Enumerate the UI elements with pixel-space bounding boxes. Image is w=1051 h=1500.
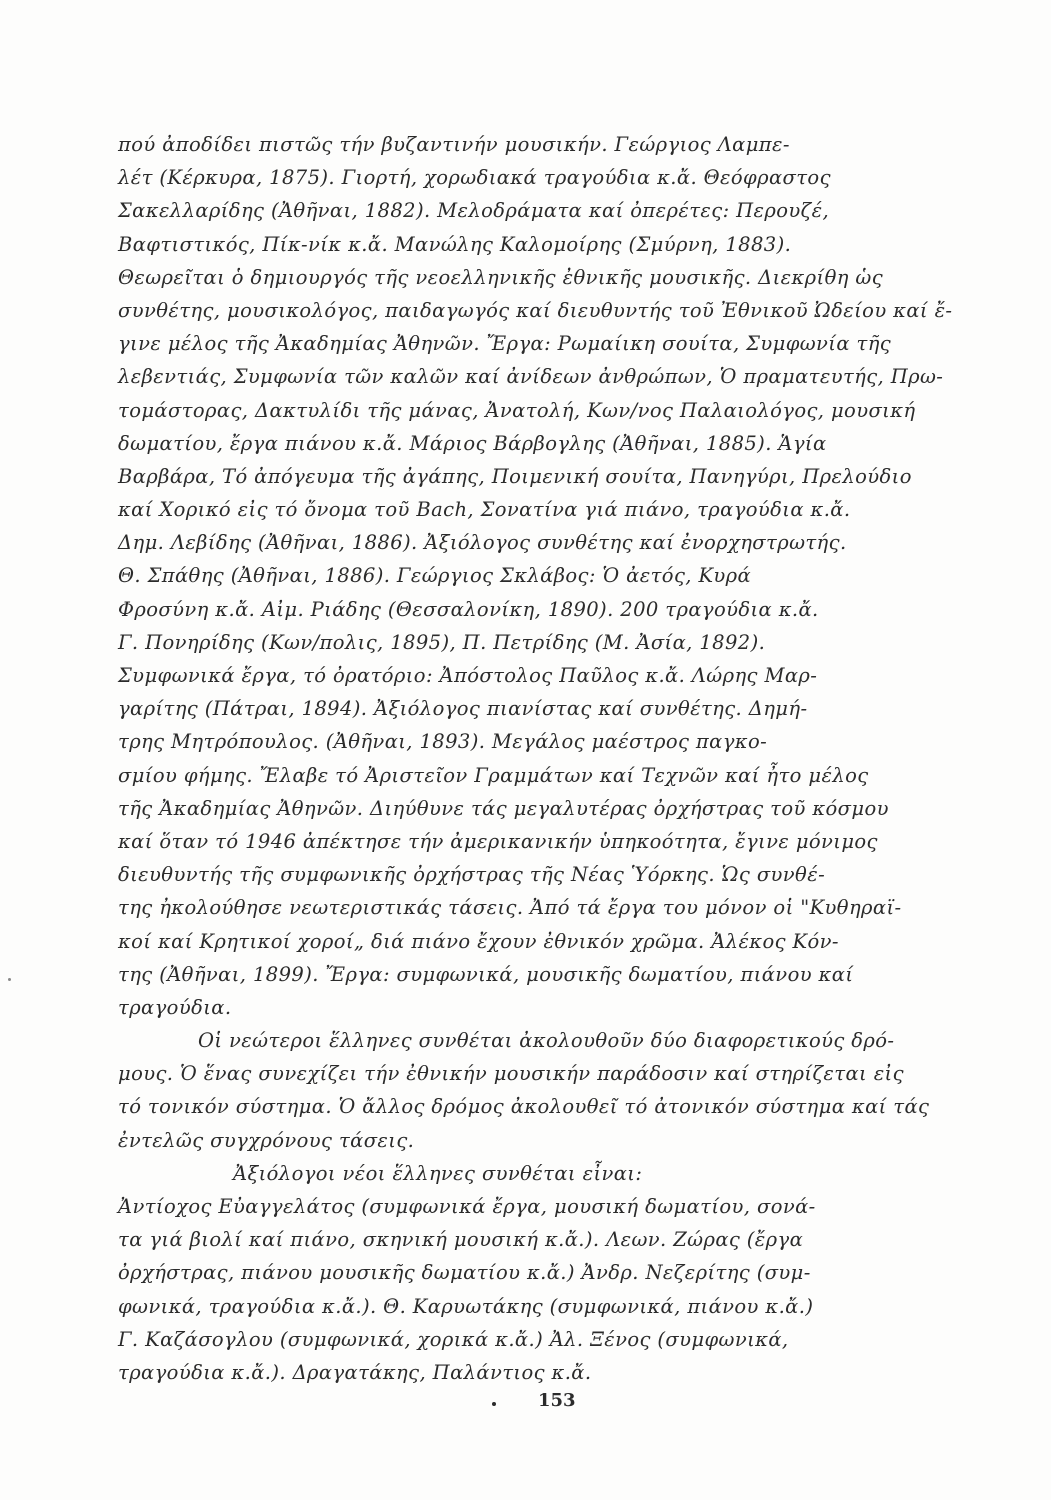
- page-number: 153: [538, 1390, 576, 1411]
- paragraph-3-line: Γ. Καζάσογλου (συμφωνικά, χορικά κ.ἄ.) Ἀλ. Ξένος (συμφωνικά,: [118, 1327, 789, 1351]
- paragraph-2-line: Οἱ νεώτεροι ἕλληνες συνθέται ἀκολουθοῦν δύο διαφορετικούς δρό-: [198, 1029, 895, 1053]
- text-line: πού ἀποδίδει πιστῶς τήν βυζαντινήν μουσικήν. Γεώργιος Λαμπε-: [118, 133, 790, 156]
- paragraph-3-line: φωνικά, τραγούδια κ.ἄ.). Θ. Καρυωτάκης (συμφωνικά, πιάνου κ.ἄ.): [118, 1294, 814, 1318]
- paper-speck: [8, 978, 11, 981]
- text-line: Βαρβάρα, Τό ἀπόγευμα τῆς ἀγάπης, Ποιμενική σουίτα, Πανηγύρι, Πρελούδιο: [118, 464, 912, 488]
- paragraph-3-line: Ἀξιόλογοι νέοι ἕλληνες συνθέται εἶναι:: [233, 1161, 643, 1185]
- text-line: δωματίου, ἔργα πιάνου κ.ἄ. Μάριος Βάρβογλης (Ἀθῆναι, 1885). Ἁγία: [118, 431, 827, 455]
- text-line: της ἠκολούθησε νεωτεριστικάς τάσεις. Ἀπό τά ἔργα του μόνον οἱ "Κυθηραϊ-: [118, 896, 902, 920]
- text-line: Συμφωνικά ἔργα, τό ὀρατόριο: Ἀπόστολος Παῦλος κ.ἄ. Λώρης Μαρ-: [118, 664, 818, 687]
- text-line: τῆς Ἀκαδημίας Ἀθηνῶν. Διηύθυνε τάς μεγαλυτέρας ὀρχήστρας τοῦ κόσμου: [118, 796, 889, 820]
- text-line: κοί καί Κρητικοί χοροί„ διά πιάνο ἔχουν ἐθνικόν χρῶμα. Ἀλέκος Κόν-: [118, 929, 839, 953]
- paragraph-3-line: τα γιά βιολί καί πιάνο, σκηνική μουσική κ.ἄ.). Λεων. Ζώρας (ἔργα: [118, 1228, 804, 1252]
- text-line: καί Χορικό εἰς τό ὄνομα τοῦ Bach, Σονατίνα γιά πιάνο, τραγούδια κ.ἄ.: [118, 498, 851, 522]
- text-line: Δημ. Λεβίδης (Ἀθῆναι, 1886). Ἀξιόλογος συνθέτης καί ἐνορχηστρωτής.: [118, 531, 847, 555]
- text-line: τομάστορας, Δακτυλίδι τῆς μάνας, Ἀνατολή, Κων/νος Παλαιολόγος, μουσική: [118, 398, 916, 422]
- text-line: λεβεντιάς, Συμφωνία τῶν καλῶν καί ἀνίδεων ἀνθρώπων, Ὁ πραματευτής, Πρω-: [118, 365, 944, 389]
- text-line: της (Ἀθῆναι, 1899). Ἔργα: συμφωνικά, μουσικῆς δωματίου, πιάνου καί: [118, 962, 854, 986]
- text-line: Θεωρεῖται ὁ δημιουργός τῆς νεοελληνικῆς ἐθνικῆς μουσικῆς. Διεκρίθη ὡς: [118, 265, 884, 289]
- text-line: λέτ (Κέρκυρα, 1875). Γιορτή, χορωδιακά τραγούδια κ.ἄ. Θεόφραστος: [118, 166, 831, 190]
- text-line: Φροσύνη κ.ἄ. Αἰμ. Ριάδης (Θεσσαλονίκη, 1890). 200 τραγούδια κ.ἄ.: [118, 597, 819, 621]
- text-line: Θ. Σπάθης (Ἀθῆναι, 1886). Γεώργιος Σκλάβος: Ὁ ἀετός, Κυρά: [118, 564, 752, 588]
- text-line: σμίου φήμης. Ἔλαβε τό Ἀριστεῖον Γραμμάτων καί Τεχνῶν καί ἦτο μέλος: [118, 763, 869, 787]
- paragraph-3-line: τραγούδια κ.ἄ.). Δραγατάκης, Παλάντιος κ.ἄ.: [118, 1360, 592, 1384]
- text-line: τραγούδια.: [118, 995, 232, 1019]
- text-line: συνθέτης, μουσικολόγος, παιδαγωγός καί διευθυντής τοῦ Ἐθνικοῦ Ὠδείου καί ἔ-: [118, 298, 953, 322]
- paragraph-3-line: ὀρχήστρας, πιάνου μουσικῆς δωματίου κ.ἄ.) Ἀνδρ. Νεζερίτης (συμ-: [118, 1261, 811, 1285]
- text-line: γινε μέλος τῆς Ἀκαδημίας Ἀθηνῶν. Ἔργα: Ρωμαίικη σουίτα, Συμφωνία τῆς: [118, 332, 892, 356]
- text-line: τρης Μητρόπουλος. (Ἀθῆναι, 1893). Μεγάλος μαέστρος παγκο-: [118, 730, 768, 754]
- paragraph-2-line: μους. Ὁ ἕνας συνεχίζει τήν ἐθνικήν μουσικήν παράδοσιν καί στηρίζεται εἰς: [118, 1062, 904, 1086]
- text-line: διευθυντής τῆς συμφωνικῆς ὀρχήστρας τῆς Νέας Ὑόρκης. Ὡς συνθέ-: [118, 863, 826, 887]
- paragraph-2-line: τό τονικόν σύστημα. Ὁ ἄλλος δρόμος ἀκολουθεῖ τό ἀτονικόν σύστημα καί τάς: [118, 1095, 930, 1119]
- body-text: [118, 128, 998, 1389]
- text-line: Γ. Πονηρίδης (Κων/πολις, 1895), Π. Πετρίδης (Μ. Ἀσία, 1892).: [118, 630, 766, 654]
- text-line: καί ὅταν τό 1946 ἀπέκτησε τήν ἀμερικανικήν ὑπηκοότητα, ἔγινε μόνιμος: [118, 829, 878, 853]
- text-line: γαρίτης (Πάτραι, 1894). Ἀξιόλογος πιανίστας καί συνθέτης. Δημή-: [118, 697, 808, 721]
- ink-dot: [492, 1402, 496, 1406]
- text-line: Σακελλαρίδης (Ἀθῆναι, 1882). Μελοδράματα καί ὀπερέτες: Περουζέ,: [118, 199, 830, 223]
- paragraph-2-line: ἐντελῶς συγχρόνους τάσεις.: [118, 1128, 415, 1152]
- text-line: Βαφτιστικός, Πίκ-νίκ κ.ἄ. Μανώλης Καλομοίρης (Σμύρνη, 1883).: [118, 232, 792, 256]
- paragraph-3-line: Ἀντίοχος Εὐαγγελάτος (συμφωνικά ἔργα, μουσική δωματίου, σονά-: [118, 1195, 816, 1218]
